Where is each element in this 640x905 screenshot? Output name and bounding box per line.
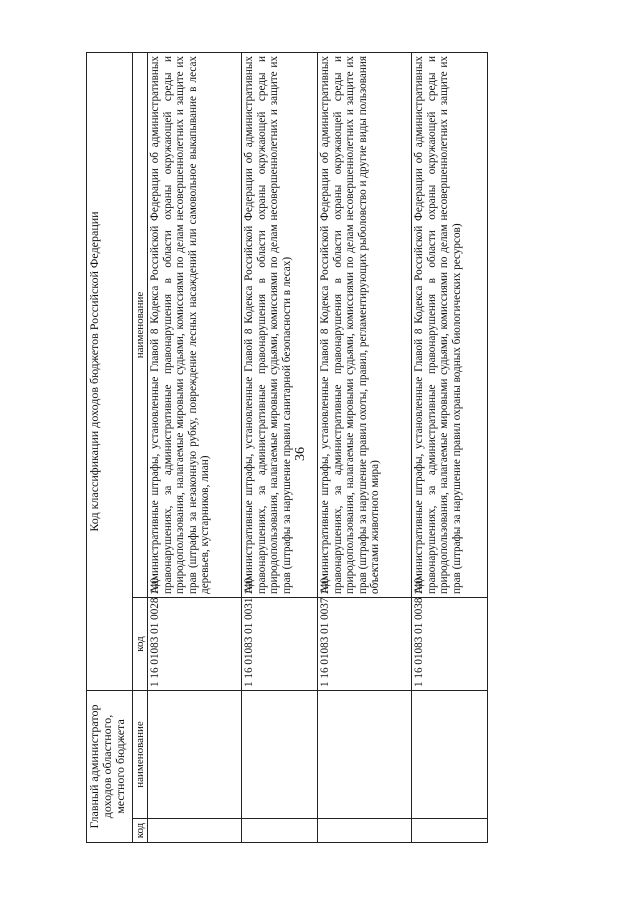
revenue-name: Административные штрафы, установленные Главой 8 Кодекса Российской Федерации об административных правонарушениях, за административные правонарушения в области охраны окружающей среды и природопользования, налагаемые мировыми судьями, комиссиями по делам несовершеннолетних и защите их прав (штрафы за незаконную рубку, повреждение лесных насаждений или самовольное выкапывание в лесах деревьев, кустарников, лиан) (148, 53, 242, 598)
revenue-name: Административные штрафы, установленные Главой 8 Кодекса Российской Федерации об административных правонарушениях, за административные правонарушения в области охраны окружающей среды и природопользования, налагаемые мировыми судьями, комиссиями по делам несовершеннолетних и защите их прав (штрафы за нарушение правил санитарной безопасности в лесах) (241, 53, 317, 598)
admin-name-cell (317, 691, 411, 819)
rotated-table-container (86, 53, 488, 843)
table-row (241, 53, 317, 843)
table-row (148, 53, 242, 843)
admin-name-cell (148, 691, 242, 819)
revenue-classification-table (86, 52, 488, 843)
admin-code-cell (411, 819, 487, 843)
admin-code-cell (148, 819, 242, 843)
revenue-code: 1 16 01083 01 0038 140 (411, 598, 487, 691)
header-admin-name: наименование (133, 691, 148, 819)
header-class-code: код (133, 598, 148, 691)
table-row (317, 53, 411, 843)
table-row (411, 53, 487, 843)
revenue-code: 1 16 01083 01 0031 140 (241, 598, 317, 691)
revenue-name: Административные штрафы, установленные Главой 8 Кодекса Российской Федерации об административных правонарушениях, за административные правонарушения в области охраны окружающей среды и природопользования, налагаемые мировыми судьями, комиссиями по делам несовершеннолетних и защите их прав (штрафы за нарушение правил охоты, правил, регламентирующих рыболовство и другие виды пользования объектами животного мира) (317, 53, 411, 598)
revenue-code: 1 16 01083 01 0037 140 (317, 598, 411, 691)
admin-code-cell (317, 819, 411, 843)
header-class-name: наименование (133, 53, 148, 598)
header-admin-code: код (133, 819, 148, 843)
page-number: 36 (293, 447, 308, 461)
admin-code-cell (241, 819, 317, 843)
revenue-code: 1 16 01083 01 0028 140 (148, 598, 242, 691)
revenue-name: Административные штрафы, установленные Главой 8 Кодекса Российской Федерации об административных правонарушениях, за административные правонарушения в области охраны окружающей среды и природопользования, налагаемые мировыми судьями, комиссиями по делам несовершеннолетних и защите их прав (штрафы за нарушение правил охраны водных биологических ресурсов) (411, 53, 487, 598)
header-chief-administrator: Главный администратор доходов областного, местного бюджета (87, 691, 133, 843)
header-revenue-classification-code: Код классификации доходов бюджетов Российской Федерации (87, 53, 133, 691)
admin-name-cell (241, 691, 317, 819)
admin-name-cell (411, 691, 487, 819)
